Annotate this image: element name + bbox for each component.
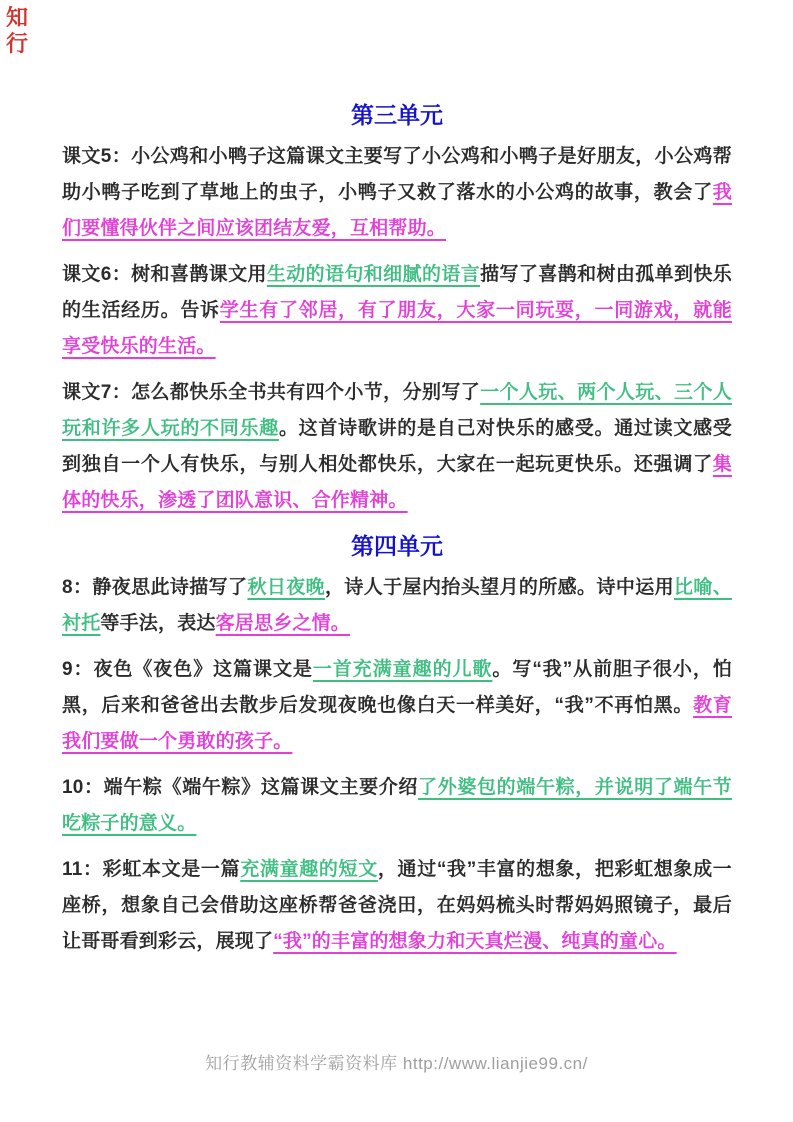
paragraph [62, 652, 732, 760]
highlight-magenta-segment: 学生有了邻居，有了朋友，大家一同玩耍，一同游戏，就能享受快乐的生活。 [62, 300, 733, 357]
paragraph [62, 139, 732, 247]
text-segment: 课文6：树和喜鹊课文用 [62, 264, 267, 285]
section-title-unit-4: 第四单元 [351, 533, 443, 559]
highlight-green-segment: 一个人玩、两个人玩、三个人玩和许多人玩的不同乐趣 [62, 382, 732, 439]
paragraph [62, 770, 732, 842]
highlight-green-segment: 比喻、衬托 [62, 577, 732, 634]
text-segment: ，诗人于屋内抬头望月的所感。诗中运用 [325, 577, 674, 598]
highlight-magenta-segment: 集体的快乐，渗透了团队意识、合作精神。 [62, 454, 732, 511]
section-unit-4 [62, 531, 732, 960]
highlight-magenta-segment: “我”的丰富的想象力和天真烂漫、纯真的童心。 [273, 931, 677, 952]
highlight-green-segment: 充满童趣的短文 [240, 859, 378, 880]
text-segment: 课文5：小公鸡和小鸭子这篇课文主要写了小公鸡和小鸭子是好朋友，小公鸡帮助小鸭子吃到了草地上的虫子，小鸭子又救了落水的小公鸡的故事，教会了 [62, 146, 732, 203]
highlight-green-segment: 了外婆包的端午粽，并说明了端午节吃粽子的意义。 [62, 777, 733, 834]
highlight-magenta-segment: 教育我们要做一个勇敢的孩子。 [62, 695, 732, 752]
footer-watermark: 知行教辅资料学霸资料库 http://www.lianjie99.cn/ [205, 1054, 588, 1073]
paragraph [62, 852, 732, 960]
text-segment: 。这首诗歌讲的是自己对快乐的感受。通过读文感受到独自一个人有快乐，与别人相处都快乐，大家在一起玩更快乐。还强调了 [62, 418, 732, 475]
paragraph [62, 257, 732, 365]
section-unit-3 [62, 100, 732, 519]
highlight-green-segment: 生动的语句和细腻的语言 [266, 264, 481, 285]
text-segment: ，通过“我”丰富的想象，把彩虹想象成一座桥，想象自己会借助这座桥帮爸爸浇田，在妈妈梳头时帮妈妈照镜子，最后让哥哥看到彩云，展现了 [62, 859, 732, 952]
text-segment: 。写“我”从前胆子很小，怕黑，后来和爸爸出去散步后发现夜晚也像白天一样美好，“我”不再怕黑。 [62, 659, 732, 716]
text-segment: 描写了喜鹊和树由孤单到快乐的生活经历。告诉 [62, 264, 732, 321]
paragraph [62, 570, 732, 642]
highlight-green-segment: 一首充满童趣的儿歌 [312, 659, 493, 680]
brand-stamp: 知行 [5, 5, 28, 56]
text-segment: 10：端午粽《端午粽》这篇课文主要介绍 [62, 777, 419, 798]
highlight-magenta-segment: 客居思乡之情。 [215, 613, 351, 634]
text-segment: 等手法，表达 [100, 613, 216, 634]
section-paragraphs [62, 570, 732, 960]
section-title-unit-3: 第三单元 [351, 102, 443, 128]
document-content [62, 100, 732, 970]
highlight-green-segment: 秋日夜晚 [247, 577, 326, 598]
text-segment: 课文7：怎么都快乐全书共有四个小节，分别写了 [62, 382, 481, 403]
text-segment: 8：静夜思此诗描写了 [62, 577, 248, 598]
text-segment: 11：彩虹本文是一篇 [62, 859, 241, 880]
highlight-magenta-segment: 我们要懂得伙伴之间应该团结友爱，互相帮助。 [62, 182, 732, 239]
text-segment: 9：夜色《夜色》这篇课文是 [62, 659, 313, 680]
section-paragraphs [62, 139, 732, 519]
paragraph [62, 375, 732, 519]
